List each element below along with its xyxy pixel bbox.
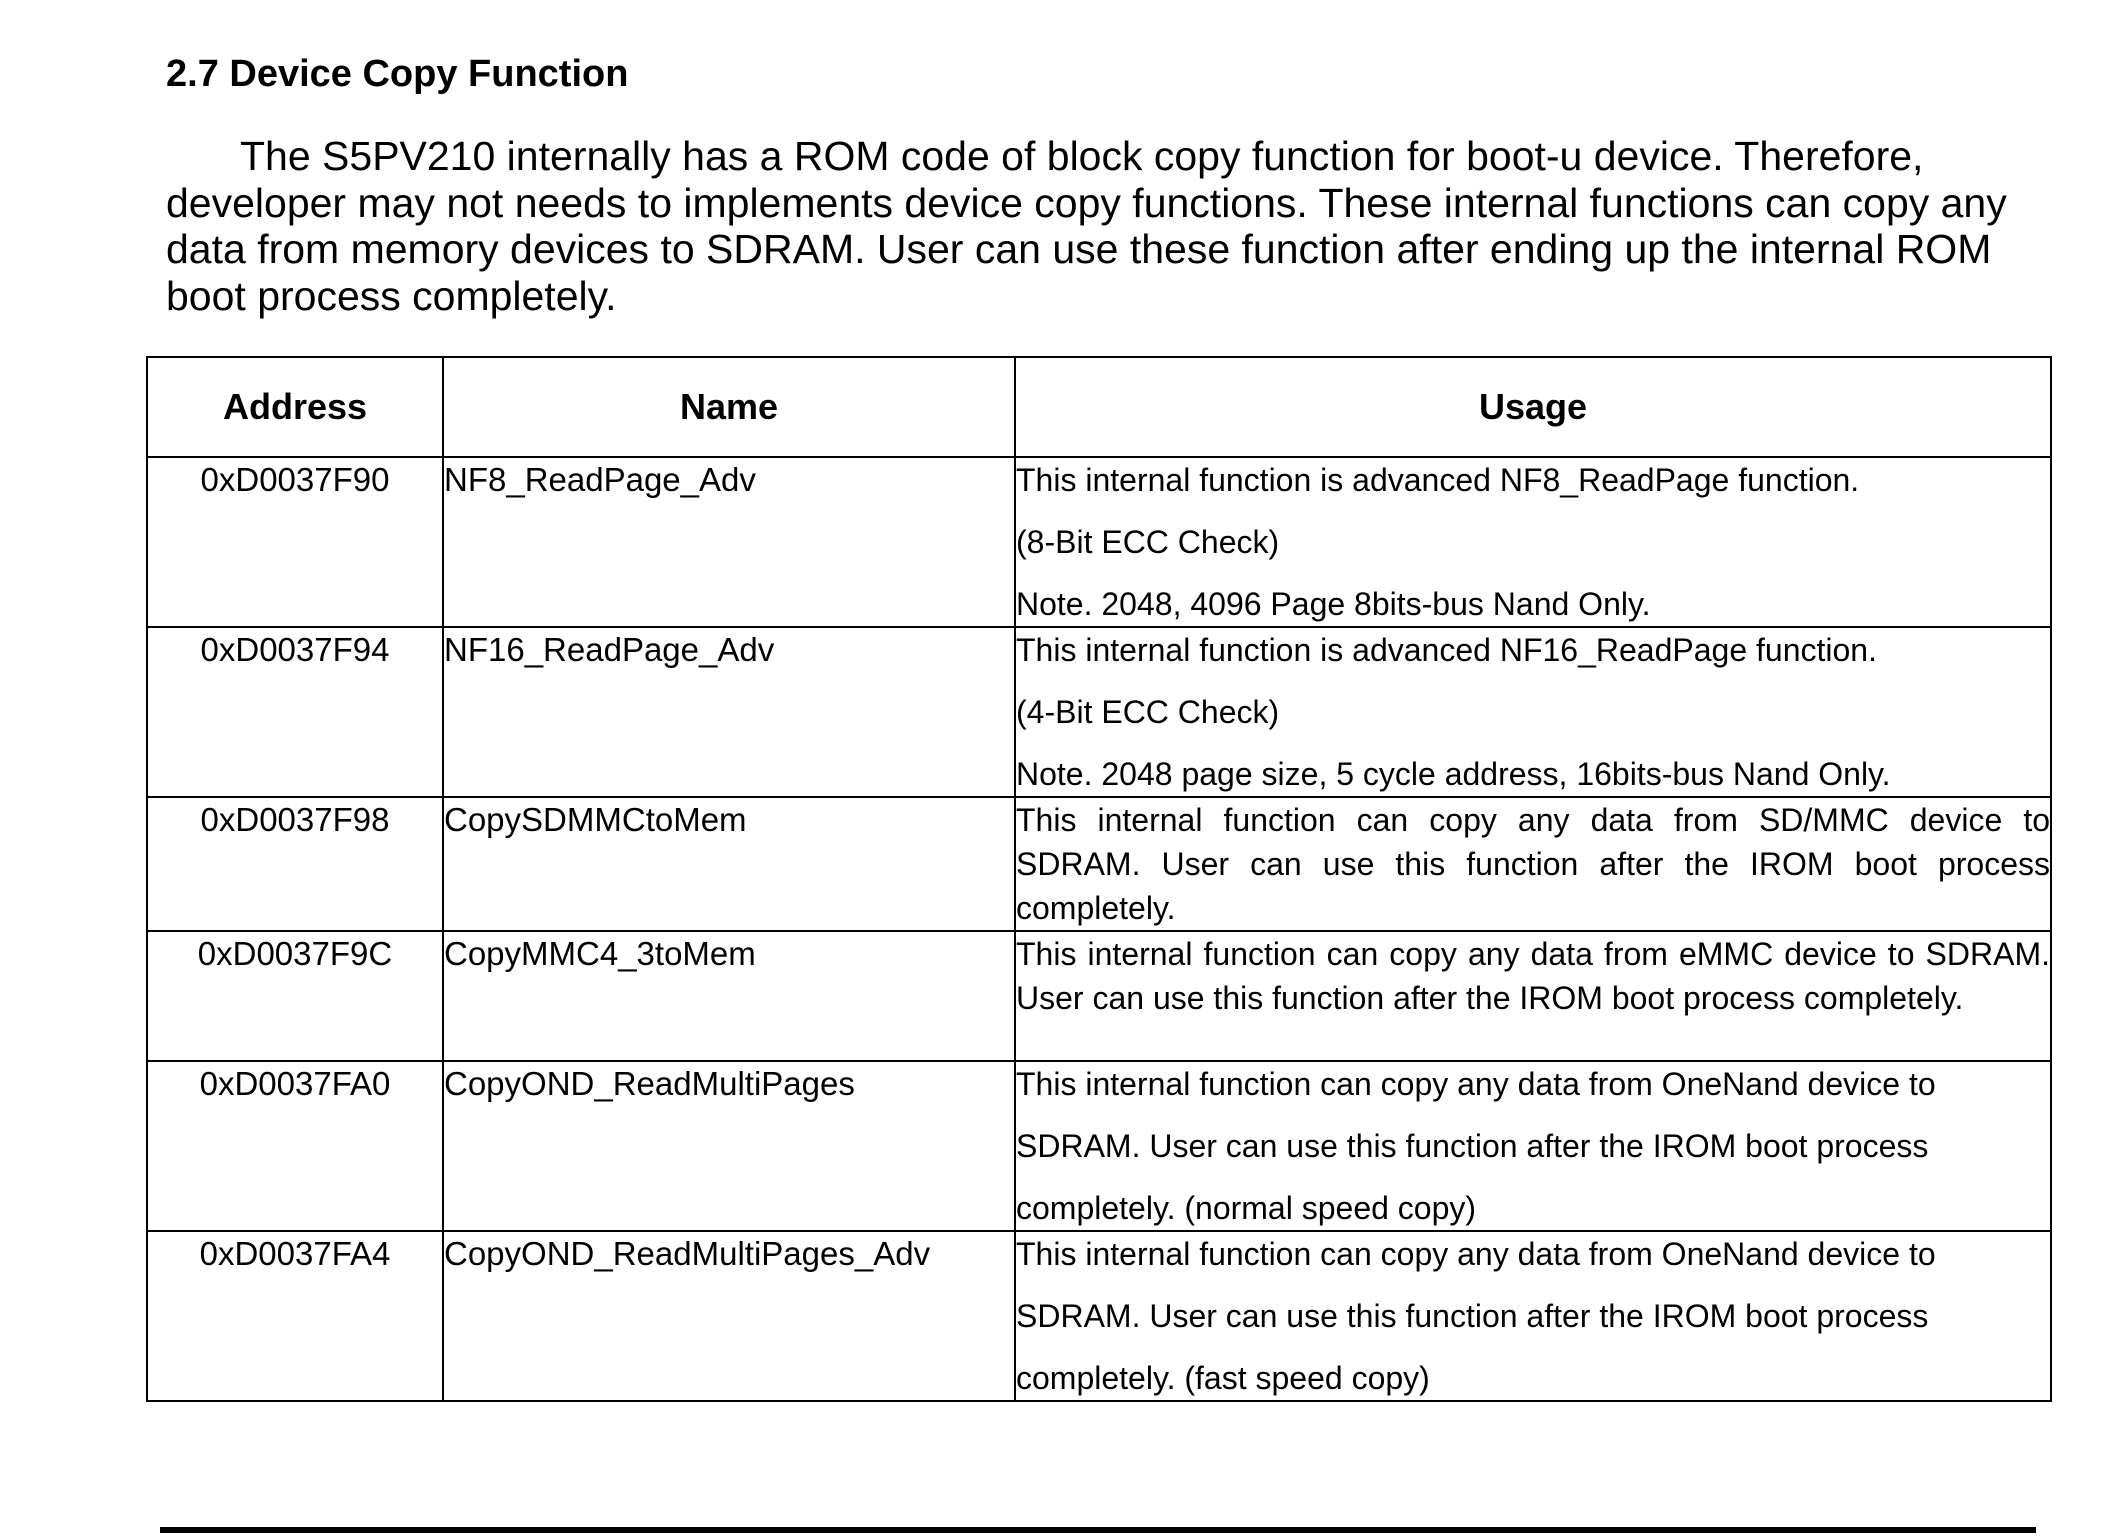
usage-line: This internal function is advanced NF8_ReadPage function. <box>1016 462 1860 498</box>
usage-cell <box>1015 1231 2051 1401</box>
function-name-cell: NF8_ReadPage_Adv <box>443 457 1015 627</box>
table-row <box>147 457 2051 627</box>
header-name: Name <box>443 357 1015 457</box>
usage-line: This internal function can copy any data from OneNand device to <box>1016 1066 1936 1102</box>
usage-line: Note. 2048, 4096 Page 8bits-bus Nand Only. <box>1016 586 1651 622</box>
table-header-row <box>147 357 2051 457</box>
usage-line: Note. 2048 page size, 5 cycle address, 16bits-bus Nand Only. <box>1016 756 1891 792</box>
intro-line: The S5PV210 internally has a ROM code of block copy function for boot-u device. Therefore, <box>240 133 1924 179</box>
copy-function-table <box>146 356 2052 1402</box>
usage-line: completely. (normal speed copy) <box>1016 1190 1477 1226</box>
address-cell: 0xD0037F94 <box>147 627 443 797</box>
usage-cell <box>1015 797 2051 931</box>
intro-line: boot process completely. <box>166 272 617 319</box>
header-usage: Usage <box>1015 357 2051 457</box>
address-cell: 0xD0037FA0 <box>147 1061 443 1231</box>
intro-paragraph <box>166 133 2006 319</box>
usage-line: SDRAM. User can use this function after the IROM boot process <box>1016 1298 1929 1334</box>
table-row <box>147 931 2051 1061</box>
usage-line: SDRAM. User can use this function after the IROM boot process <box>1016 1128 1929 1164</box>
table-row <box>147 1231 2051 1401</box>
address-cell: 0xD0037F9C <box>147 931 443 1061</box>
usage-cell <box>1015 931 2051 1061</box>
usage-cell <box>1015 457 2051 627</box>
usage-line: This internal function can copy any data from eMMC device to SDRAM. User can use this function after the IROM boot process completely. <box>1016 936 2050 1016</box>
usage-line: This internal function can copy any data from SD/MMC device to SDRAM. User can use this function after the IROM boot process completely. <box>1016 802 2050 926</box>
function-name-cell: NF16_ReadPage_Adv <box>443 627 1015 797</box>
usage-cell <box>1015 627 2051 797</box>
table-row <box>147 1061 2051 1231</box>
header-address: Address <box>147 357 443 457</box>
intro-line: data from memory devices to SDRAM. User can use these function after ending up the internal ROM <box>166 226 1992 272</box>
address-cell: 0xD0037FA4 <box>147 1231 443 1401</box>
table-row <box>147 627 2051 797</box>
function-name-cell: CopySDMMCtoMem <box>443 797 1015 931</box>
address-cell: 0xD0037F90 <box>147 457 443 627</box>
address-cell: 0xD0037F98 <box>147 797 443 931</box>
intro-line: developer may not needs to implements device copy functions. These internal functions can copy any <box>166 179 2007 226</box>
function-name-cell: CopyMMC4_3toMem <box>443 931 1015 1061</box>
function-name-cell: CopyOND_ReadMultiPages_Adv <box>443 1231 1015 1401</box>
section-heading: 2.7 Device Copy Function <box>166 53 629 95</box>
table-row <box>147 797 2051 931</box>
usage-line: completely. (fast speed copy) <box>1016 1360 1430 1396</box>
function-name-cell: CopyOND_ReadMultiPages <box>443 1061 1015 1231</box>
usage-cell <box>1015 1061 2051 1231</box>
page-bottom-rule <box>160 1527 2036 1533</box>
usage-line: (4-Bit ECC Check) <box>1016 694 1280 730</box>
usage-line: This internal function can copy any data from OneNand device to <box>1016 1236 1936 1272</box>
usage-line: This internal function is advanced NF16_ReadPage function. <box>1016 632 1877 668</box>
usage-line: (8-Bit ECC Check) <box>1016 524 1280 560</box>
